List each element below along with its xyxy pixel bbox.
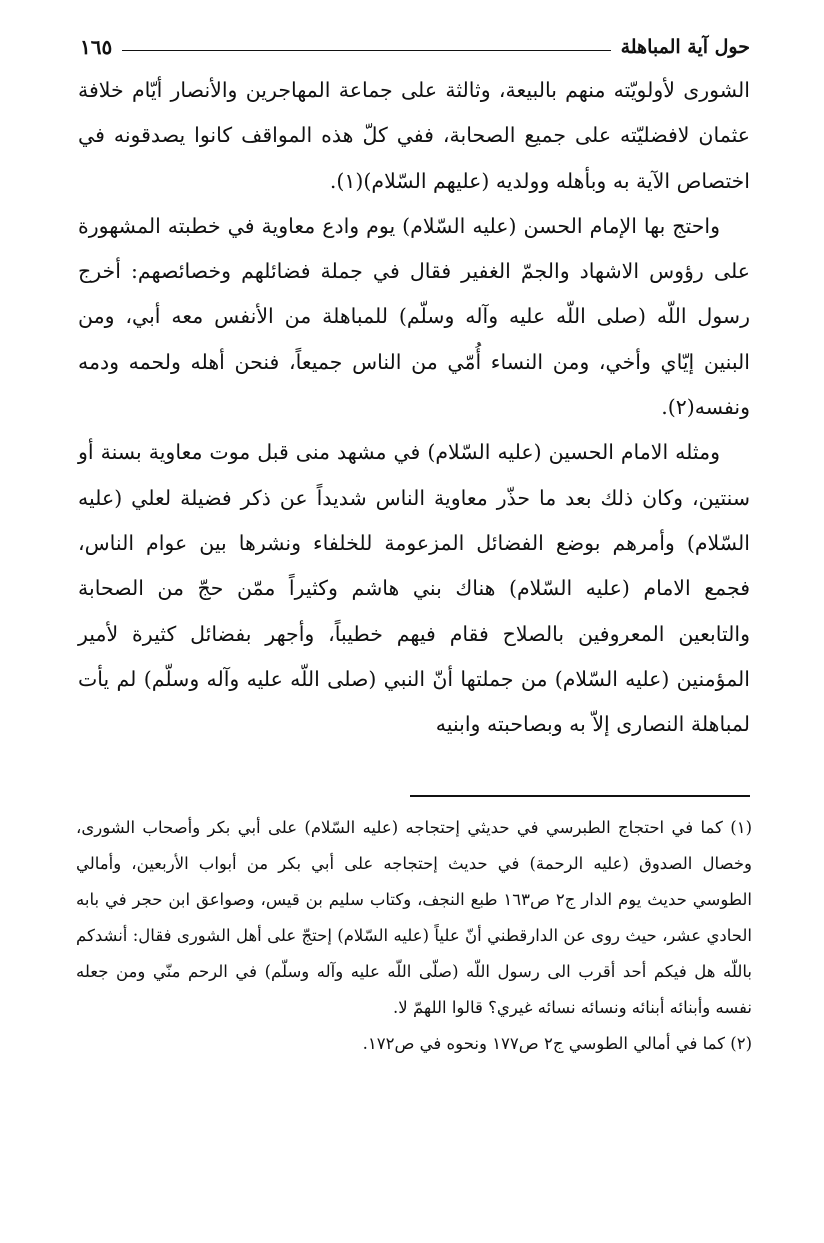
footnote-2: (٢) كما في أمالي الطوسي ج٢ ص١٧٧ ونحوه في ص١٧٢. <box>362 1034 752 1053</box>
main-text <box>78 68 750 747</box>
paragraph-3: ومثله الامام الحسين (عليه السّلام) في مشهد منى قبل موت معاوية بسنة أو سنتين، وكان ذلك بعد ما حذّر معاوية الناس شديداً عن ذكر فضيلة لعلي (عليه السّلام) وأمرهم بوضع الفضائل المزعومة للخلفاء ونشرها بين عوام الناس، فجمع الامام (عليه السّلام) هناك بني هاشم وكثيراً ممّن حجّ من الصحابة والتابعين المعروفين بالصلاح فقام فيهم خطيباً، وأجهر بفضائل كثيرة لأمير المؤمنين (عليه السّلام) من جملتها أنّ النبي (صلى اللّه عليه وآله وسلّم) لم يأت لمباهلة النصارى إلاّ به وبصاحبته وابنيه <box>78 440 750 737</box>
header-rule <box>122 50 610 51</box>
running-header <box>80 30 750 64</box>
paragraph-1: الشورى لأولويّته منهم بالبيعة، وثالثة على جماعة المهاجرين والأنصار أيّام خلافة عثمان لافضليّته على جميع الصحابة، ففي كلّ هذه المواقف كانوا يصدقونه في اختصاص الآية به وبأهله وولديه (عليهم السّلام)(١). <box>78 78 750 193</box>
page-number: ١٦٥ <box>80 35 113 59</box>
footnotes <box>76 810 752 1062</box>
paragraph-2: واحتج بها الإمام الحسن (عليه السّلام) يوم وادع معاوية في خطبته المشهورة على رؤوس الاشهاد والجمّ الغفير فقال في جملة فضائلهم وخصائصهم: أخرج رسول اللّه (صلى اللّه عليه وآله وسلّم) للمباهلة من الأنفس معه أبي، ومن البنين إيّاي وأخي، ومن النساء أُمّي من الناس جميعاً، فنحن أهله ولحمه ودمه ونفسه(٢). <box>78 213 750 420</box>
running-title: حول آية المباهلة <box>620 36 750 58</box>
footnote-separator <box>410 795 750 797</box>
footnote-1: (١) كما في احتجاج الطبرسي في حديثي إحتجاجه (عليه السّلام) على أبي بكر وأصحاب الشورى، وخصال الصدوق (عليه الرحمة) في حديث إحتجاجه على أبي بكر من أبواب الأربعين، وأمالي الطوسي حديث يوم الدار ج٢ ص١٦٣ طبع النجف، وكتاب سليم بن قيس، وصواعق ابن حجر في بابه الحادي عشر، حيث روى عن الدارقطني أنّ علياً (عليه السّلام) إحتجّ على أهل الشورى فقال: أنشدكم باللّه هل فيكم أحد أقرب الى رسول اللّه (صلّى اللّه عليه وآله وسلّم) في الرحم منّي ومن جعله نفسه وأبنائه أبنائه ونسائه نسائه غيري؟ قالوا اللهمّ لا. <box>76 818 752 1017</box>
